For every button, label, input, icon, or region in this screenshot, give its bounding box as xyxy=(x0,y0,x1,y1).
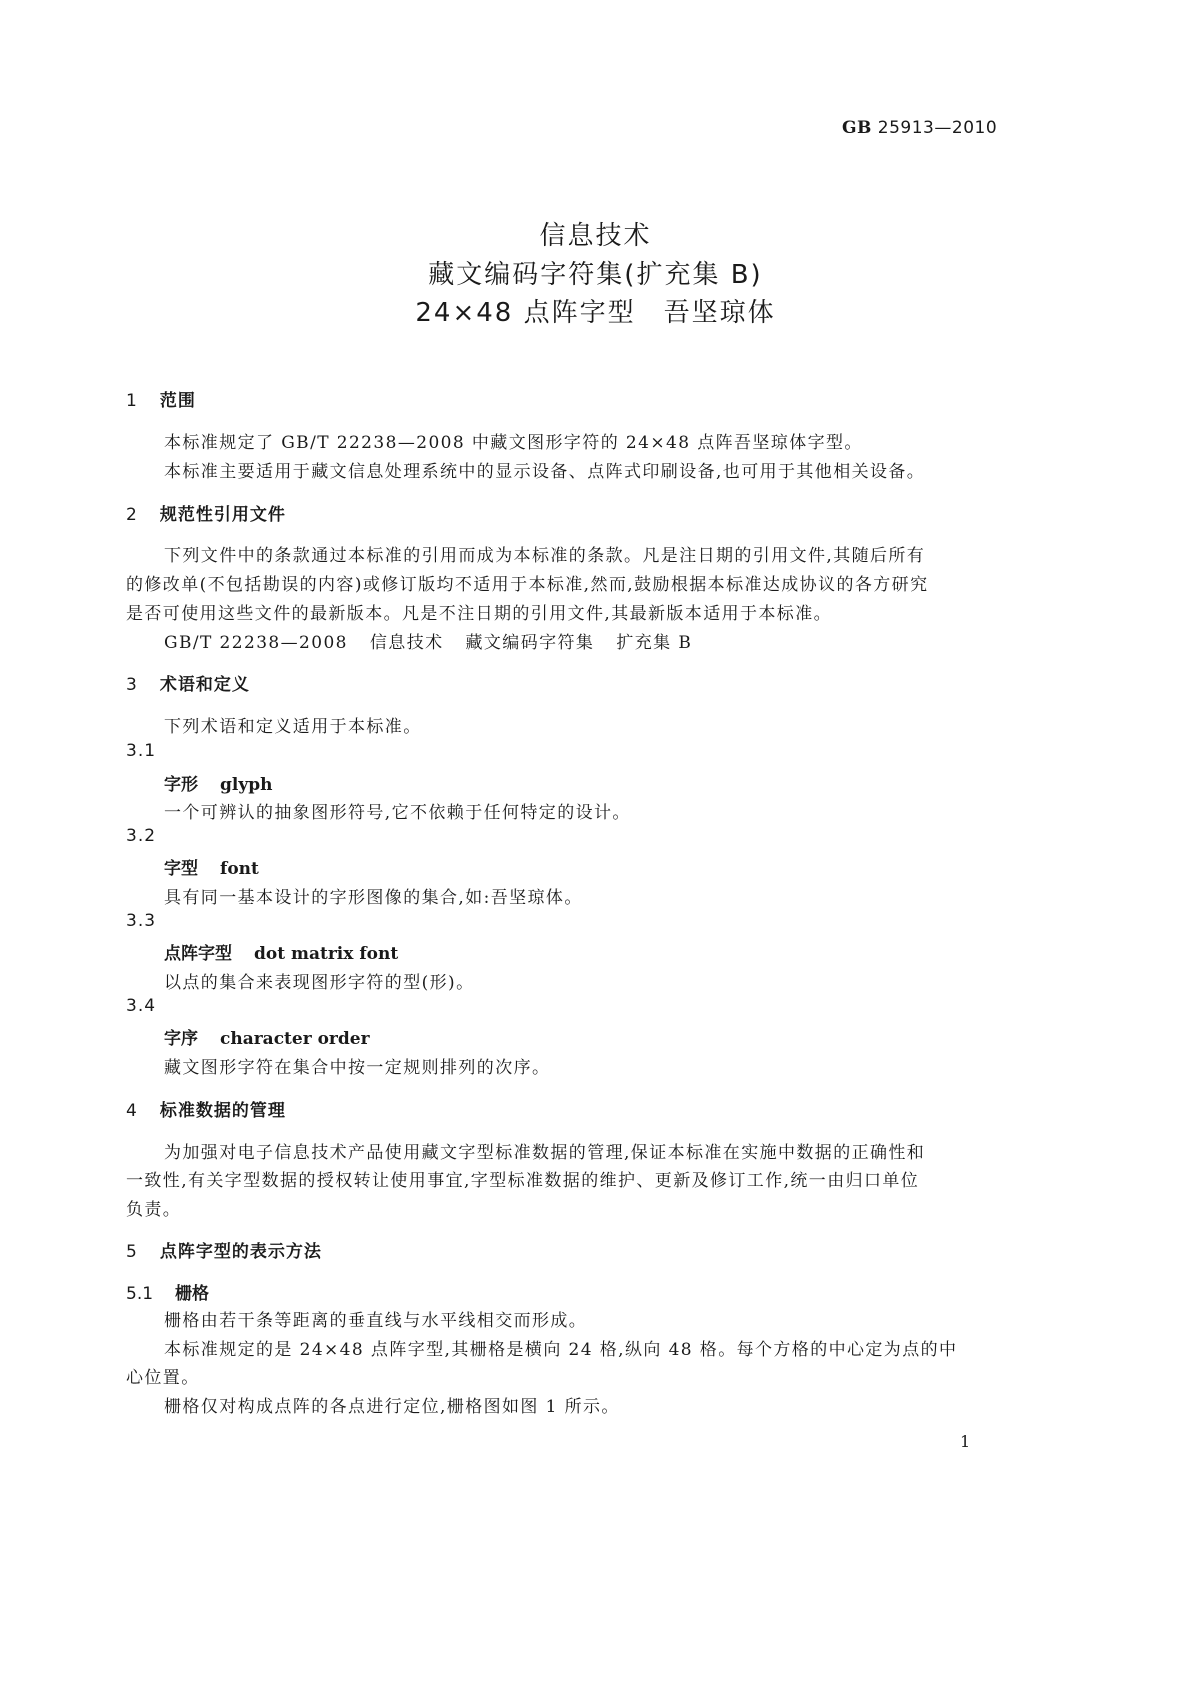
term-3-number: 3.3 xyxy=(126,911,157,931)
section-2-line-3: 是否可使用这些文件的最新版本。凡是不注日期的引用文件,其最新版本适用于本标准。 xyxy=(126,604,833,624)
subsection-5-1-paragraph-3: 栅格仅对构成点阵的各点进行定位,栅格图如图 1 所示。 xyxy=(164,1397,620,1417)
subsection-5-1-paragraph-1: 栅格由若干条等距离的垂直线与水平线相交而形成。 xyxy=(164,1311,588,1331)
term-1-name: 字形 glyph xyxy=(164,775,273,795)
term-4-definition: 藏文图形字符在集合中按一定规则排列的次序。 xyxy=(164,1058,551,1078)
section-2-line-1: 下列文件中的条款通过本标准的引用而成为本标准的条款。凡是注日期的引用文件,其随后所有 xyxy=(164,546,926,566)
term-2-number: 3.2 xyxy=(126,826,157,846)
section-5-heading: 5 点阵字型的表示方法 xyxy=(126,1242,322,1262)
section-2-line-2: 的修改单(不包括勘误的内容)或修订版均不适用于本标准,然而,鼓励根据本标准达成协议的各方研究 xyxy=(126,575,929,595)
title-line-2: 藏文编码字符集(扩充集 B) xyxy=(428,260,763,290)
title-line-3: 24×48 点阵字型 吾坚琼体 xyxy=(415,298,776,328)
term-2-name: 字型 font xyxy=(164,859,259,879)
page-number: 1 xyxy=(960,1432,971,1451)
standard-code-prefix: GB xyxy=(842,118,872,138)
section-3-heading: 3 术语和定义 xyxy=(126,675,250,695)
section-1-paragraph-2: 本标准主要适用于藏文信息处理系统中的显示设备、点阵式印刷设备,也可用于其他相关设备。 xyxy=(164,462,926,482)
subsection-5-1-heading: 5.1 栅格 xyxy=(126,1284,210,1304)
term-3-definition: 以点的集合来表现图形字符的型(形)。 xyxy=(164,973,475,993)
title-line-1: 信息技术 xyxy=(539,221,652,251)
subsection-5-1-paragraph-2-line-1: 本标准规定的是 24×48 点阵字型,其栅格是横向 24 格,纵向 48 格。每个方格的中心定为点的中 xyxy=(164,1340,958,1360)
section-4-line-3: 负责。 xyxy=(126,1200,182,1220)
term-1-definition: 一个可辨认的抽象图形符号,它不依赖于任何特定的设计。 xyxy=(164,803,631,823)
subsection-5-1-paragraph-2-line-2: 心位置。 xyxy=(126,1368,200,1388)
section-4-line-1: 为加强对电子信息技术产品使用藏文字型标准数据的管理,保证本标准在实施中数据的正确性和 xyxy=(164,1143,926,1163)
section-3-intro: 下列术语和定义适用于本标准。 xyxy=(164,717,422,737)
term-2-definition: 具有同一基本设计的字形图像的集合,如:吾坚琼体。 xyxy=(164,888,583,908)
term-1-number: 3.1 xyxy=(126,741,157,761)
term-4-number: 3.4 xyxy=(126,996,157,1016)
term-3-name: 点阵字型 dot matrix font xyxy=(164,944,399,964)
section-4-line-2: 一致性,有关字型数据的授权转让使用事宜,字型标准数据的维护、更新及修订工作,统一由归口单位 xyxy=(126,1171,920,1191)
normative-reference: GB/T 22238—2008 信息技术 藏文编码字符集 扩充集 B xyxy=(164,633,693,653)
standard-code-number: 25913—2010 xyxy=(877,118,998,138)
section-1-paragraph-1: 本标准规定了 GB/T 22238—2008 中藏文图形字符的 24×48 点阵吾坚琼体字型。 xyxy=(164,433,863,453)
term-4-name: 字序 character order xyxy=(164,1029,370,1049)
section-1-heading: 1 范围 xyxy=(126,391,196,411)
section-4-heading: 4 标准数据的管理 xyxy=(126,1101,286,1121)
section-2-heading: 2 规范性引用文件 xyxy=(126,505,286,525)
standard-code xyxy=(842,118,997,138)
